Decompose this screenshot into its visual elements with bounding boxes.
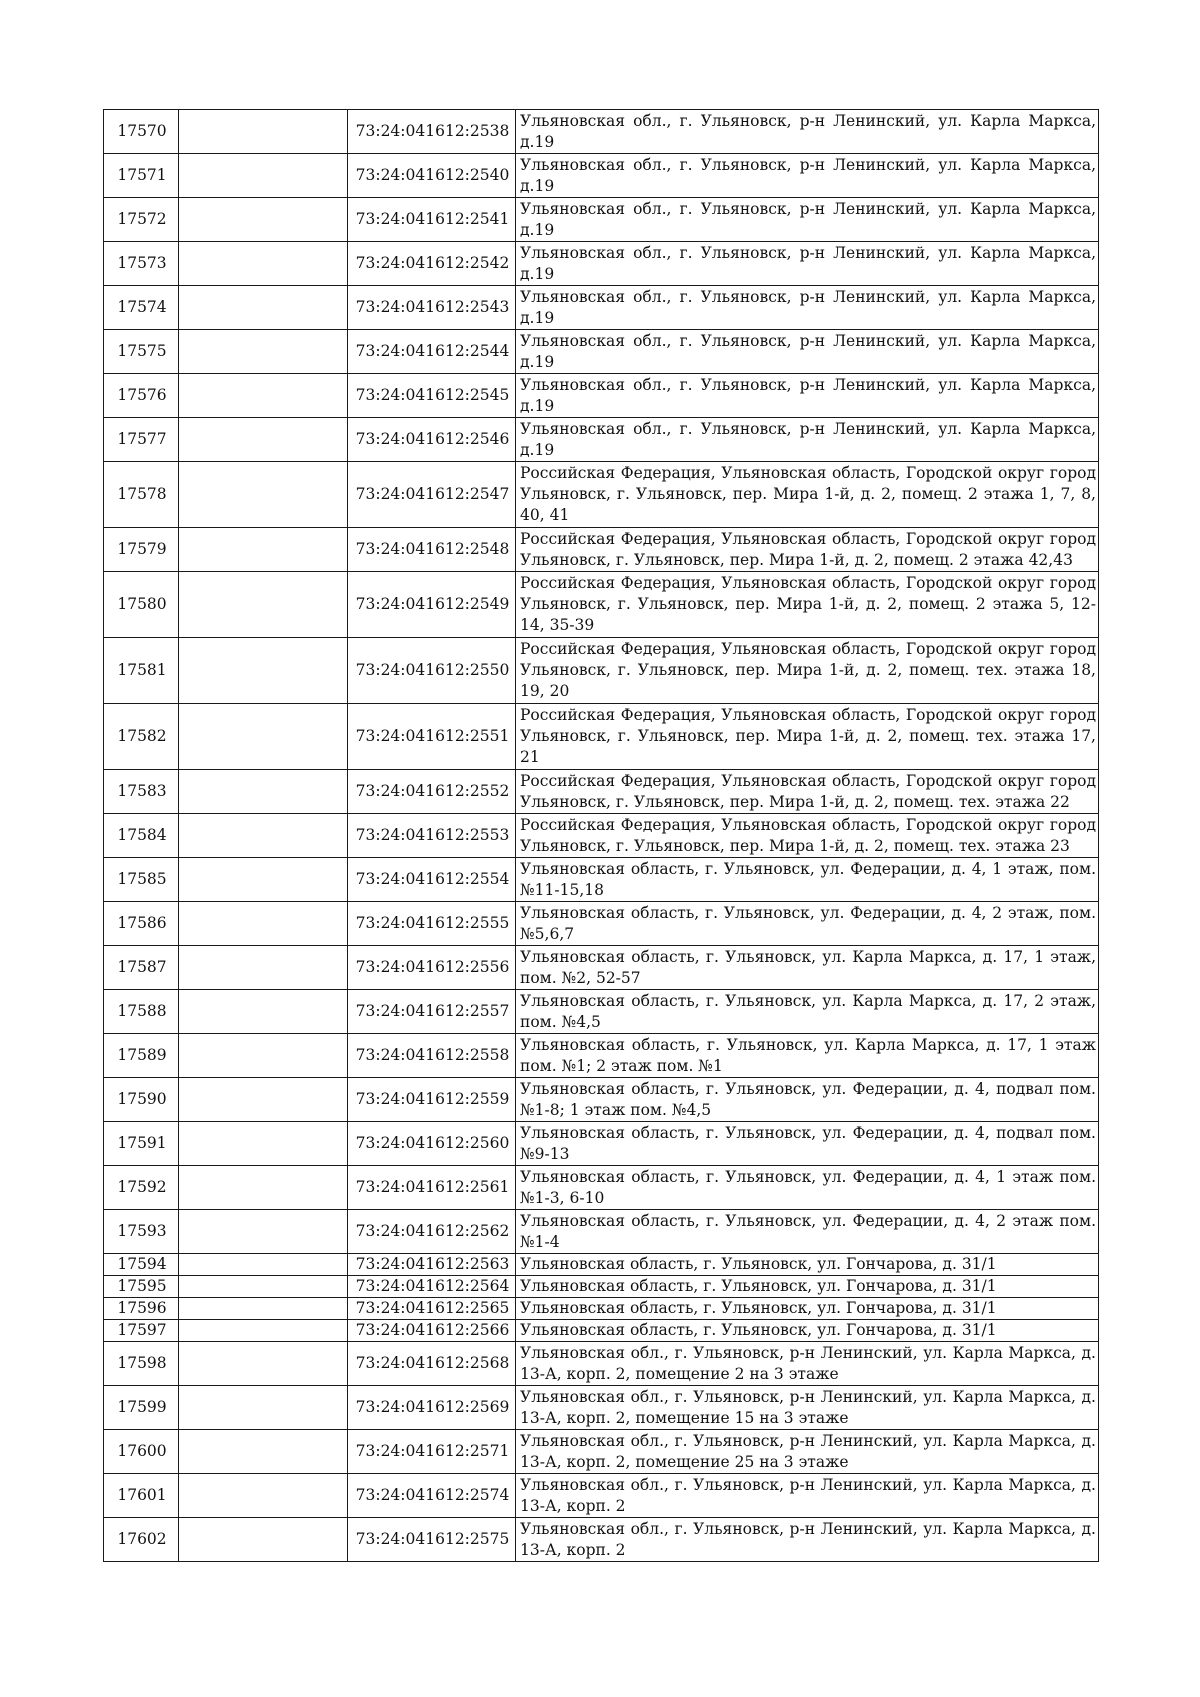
- address-cell: Ульяновская обл., г. Ульяновск, р-н Ленинский, ул. Карла Маркса, д. 13-А, корп. 2: [516, 1518, 1099, 1562]
- empty-cell: [179, 1276, 348, 1298]
- cadastral-number-cell: 73:24:041612:2557: [348, 990, 516, 1034]
- cadastral-number-cell: 73:24:041612:2564: [348, 1276, 516, 1298]
- empty-cell: [179, 528, 348, 572]
- cadastral-number-cell: 73:24:041612:2561: [348, 1166, 516, 1210]
- table-row: [104, 374, 1099, 418]
- empty-cell: [179, 1320, 348, 1342]
- cadastral-number-cell: 73:24:041612:2562: [348, 1210, 516, 1254]
- row-number-cell: 17575: [104, 330, 179, 374]
- empty-cell: [179, 374, 348, 418]
- row-number-cell: 17596: [104, 1298, 179, 1320]
- table-row: [104, 1298, 1099, 1320]
- cadastral-number-cell: 73:24:041612:2548: [348, 528, 516, 572]
- row-number-cell: 17601: [104, 1474, 179, 1518]
- table-row: [104, 242, 1099, 286]
- row-number-cell: 17588: [104, 990, 179, 1034]
- empty-cell: [179, 1474, 348, 1518]
- address-cell: Ульяновская обл., г. Ульяновск, р-н Ленинский, ул. Карла Маркса, д. 13-А, корп. 2, помещение 15 на 3 этаже: [516, 1386, 1099, 1430]
- empty-cell: [179, 704, 348, 770]
- cadastral-number-cell: 73:24:041612:2538: [348, 110, 516, 154]
- row-number-cell: 17582: [104, 704, 179, 770]
- cadastral-number-cell: 73:24:041612:2547: [348, 462, 516, 528]
- row-number-cell: 17591: [104, 1122, 179, 1166]
- cadastral-number-cell: 73:24:041612:2571: [348, 1430, 516, 1474]
- table-row: [104, 704, 1099, 770]
- address-cell: Ульяновская область, г. Ульяновск, ул. Гончарова, д. 31/1: [516, 1320, 1099, 1342]
- empty-cell: [179, 572, 348, 638]
- row-number-cell: 17600: [104, 1430, 179, 1474]
- cadastral-number-cell: 73:24:041612:2569: [348, 1386, 516, 1430]
- address-cell: Ульяновская обл., г. Ульяновск, р-н Ленинский, ул. Карла Маркса, д.19: [516, 330, 1099, 374]
- row-number-cell: 17587: [104, 946, 179, 990]
- address-cell: Ульяновская обл., г. Ульяновск, р-н Ленинский, ул. Карла Маркса, д.19: [516, 154, 1099, 198]
- cadastral-number-cell: 73:24:041612:2558: [348, 1034, 516, 1078]
- address-cell: Ульяновская область, г. Ульяновск, ул. Карла Маркса, д. 17, 1 этаж пом. №1; 2 этаж пом. №1: [516, 1034, 1099, 1078]
- row-number-cell: 17570: [104, 110, 179, 154]
- table-row: [104, 638, 1099, 704]
- empty-cell: [179, 1430, 348, 1474]
- empty-cell: [179, 330, 348, 374]
- address-cell: Ульяновская обл., г. Ульяновск, р-н Ленинский, ул. Карла Маркса, д. 13-А, корп. 2: [516, 1474, 1099, 1518]
- cadastral-number-cell: 73:24:041612:2563: [348, 1254, 516, 1276]
- address-cell: Ульяновская область, г. Ульяновск, ул. Карла Маркса, д. 17, 2 этаж, пом. №4,5: [516, 990, 1099, 1034]
- row-number-cell: 17577: [104, 418, 179, 462]
- row-number-cell: 17576: [104, 374, 179, 418]
- row-number-cell: 17589: [104, 1034, 179, 1078]
- address-cell: Российская Федерация, Ульяновская область, Городской округ город Ульяновск, г. Ульяновск, пер. Мира 1-й, д. 2, помещ. тех. этажа 23: [516, 814, 1099, 858]
- cadastral-number-cell: 73:24:041612:2552: [348, 770, 516, 814]
- table-row: [104, 946, 1099, 990]
- row-number-cell: 17598: [104, 1342, 179, 1386]
- table-row: [104, 1320, 1099, 1342]
- empty-cell: [179, 1518, 348, 1562]
- row-number-cell: 17594: [104, 1254, 179, 1276]
- address-cell: Ульяновская область, г. Ульяновск, ул. Федерации, д. 4, 2 этаж, пом. №5,6,7: [516, 902, 1099, 946]
- row-number-cell: 17593: [104, 1210, 179, 1254]
- address-cell: Ульяновская обл., г. Ульяновск, р-н Ленинский, ул. Карла Маркса, д.19: [516, 198, 1099, 242]
- cadastral-number-cell: 73:24:041612:2542: [348, 242, 516, 286]
- cadastral-number-cell: 73:24:041612:2575: [348, 1518, 516, 1562]
- empty-cell: [179, 902, 348, 946]
- row-number-cell: 17595: [104, 1276, 179, 1298]
- registry-body: [104, 110, 1099, 1562]
- registry-table: [103, 109, 1099, 1562]
- empty-cell: [179, 990, 348, 1034]
- table-row: [104, 286, 1099, 330]
- table-row: [104, 528, 1099, 572]
- table-row: [104, 858, 1099, 902]
- table-row: [104, 902, 1099, 946]
- cadastral-number-cell: 73:24:041612:2574: [348, 1474, 516, 1518]
- address-cell: Ульяновская обл., г. Ульяновск, р-н Ленинский, ул. Карла Маркса, д.19: [516, 242, 1099, 286]
- address-cell: Российская Федерация, Ульяновская область, Городской округ город Ульяновск, г. Ульяновск, пер. Мира 1-й, д. 2, помещ. 2 этажа 42,43: [516, 528, 1099, 572]
- cadastral-number-cell: 73:24:041612:2545: [348, 374, 516, 418]
- cadastral-number-cell: 73:24:041612:2553: [348, 814, 516, 858]
- row-number-cell: 17573: [104, 242, 179, 286]
- empty-cell: [179, 198, 348, 242]
- table-row: [104, 1342, 1099, 1386]
- empty-cell: [179, 1210, 348, 1254]
- row-number-cell: 17590: [104, 1078, 179, 1122]
- row-number-cell: 17585: [104, 858, 179, 902]
- empty-cell: [179, 242, 348, 286]
- address-cell: Ульяновская область, г. Ульяновск, ул. Гончарова, д. 31/1: [516, 1298, 1099, 1320]
- empty-cell: [179, 1166, 348, 1210]
- row-number-cell: 17574: [104, 286, 179, 330]
- empty-cell: [179, 1298, 348, 1320]
- row-number-cell: 17584: [104, 814, 179, 858]
- empty-cell: [179, 858, 348, 902]
- table-row: [104, 1254, 1099, 1276]
- table-row: [104, 1386, 1099, 1430]
- table-row: [104, 154, 1099, 198]
- address-cell: Ульяновская область, г. Ульяновск, ул. Федерации, д. 4, 2 этаж пом. №1-4: [516, 1210, 1099, 1254]
- empty-cell: [179, 1122, 348, 1166]
- cadastral-number-cell: 73:24:041612:2566: [348, 1320, 516, 1342]
- table-row: [104, 1034, 1099, 1078]
- row-number-cell: 17579: [104, 528, 179, 572]
- table-row: [104, 418, 1099, 462]
- table-row: [104, 462, 1099, 528]
- table-row: [104, 110, 1099, 154]
- address-cell: Ульяновская область, г. Ульяновск, ул. Федерации, д. 4, 1 этаж, пом. №11-15,18: [516, 858, 1099, 902]
- row-number-cell: 17586: [104, 902, 179, 946]
- table-row: [104, 1474, 1099, 1518]
- address-cell: Ульяновская область, г. Ульяновск, ул. Федерации, д. 4, подвал пом. №9-13: [516, 1122, 1099, 1166]
- address-cell: Российская Федерация, Ульяновская область, Городской округ город Ульяновск, г. Ульяновск, пер. Мира 1-й, д. 2, помещ. 2 этажа 1, 7, 8, 40, 41: [516, 462, 1099, 528]
- table-row: [104, 1122, 1099, 1166]
- empty-cell: [179, 1254, 348, 1276]
- address-cell: Ульяновская область, г. Ульяновск, ул. Гончарова, д. 31/1: [516, 1276, 1099, 1298]
- row-number-cell: 17592: [104, 1166, 179, 1210]
- table-row: [104, 1210, 1099, 1254]
- row-number-cell: 17580: [104, 572, 179, 638]
- row-number-cell: 17572: [104, 198, 179, 242]
- row-number-cell: 17597: [104, 1320, 179, 1342]
- table-row: [104, 572, 1099, 638]
- cadastral-number-cell: 73:24:041612:2559: [348, 1078, 516, 1122]
- empty-cell: [179, 418, 348, 462]
- table-row: [104, 1430, 1099, 1474]
- address-cell: Ульяновская обл., г. Ульяновск, р-н Ленинский, ул. Карла Маркса, д.19: [516, 374, 1099, 418]
- empty-cell: [179, 814, 348, 858]
- address-cell: Ульяновская обл., г. Ульяновск, р-н Ленинский, ул. Карла Маркса, д.19: [516, 418, 1099, 462]
- cadastral-number-cell: 73:24:041612:2541: [348, 198, 516, 242]
- address-cell: Ульяновская область, г. Ульяновск, ул. Федерации, д. 4, 1 этаж пом. №1-3, 6-10: [516, 1166, 1099, 1210]
- address-cell: Российская Федерация, Ульяновская область, Городской округ город Ульяновск, г. Ульяновск, пер. Мира 1-й, д. 2, помещ. тех. этажа 18, 19, 20: [516, 638, 1099, 704]
- cadastral-number-cell: 73:24:041612:2540: [348, 154, 516, 198]
- empty-cell: [179, 638, 348, 704]
- table-row: [104, 1276, 1099, 1298]
- address-cell: Российская Федерация, Ульяновская область, Городской округ город Ульяновск, г. Ульяновск, пер. Мира 1-й, д. 2, помещ. 2 этажа 5, 12-14, 35-39: [516, 572, 1099, 638]
- table-row: [104, 814, 1099, 858]
- table-row: [104, 1166, 1099, 1210]
- address-cell: Ульяновская обл., г. Ульяновск, р-н Ленинский, ул. Карла Маркса, д.19: [516, 286, 1099, 330]
- address-cell: Российская Федерация, Ульяновская область, Городской округ город Ульяновск, г. Ульяновск, пер. Мира 1-й, д. 2, помещ. тех. этажа 22: [516, 770, 1099, 814]
- cadastral-number-cell: 73:24:041612:2554: [348, 858, 516, 902]
- empty-cell: [179, 462, 348, 528]
- cadastral-number-cell: 73:24:041612:2555: [348, 902, 516, 946]
- empty-cell: [179, 770, 348, 814]
- table-row: [104, 770, 1099, 814]
- address-cell: Ульяновская область, г. Ульяновск, ул. Гончарова, д. 31/1: [516, 1254, 1099, 1276]
- empty-cell: [179, 1342, 348, 1386]
- cadastral-number-cell: 73:24:041612:2565: [348, 1298, 516, 1320]
- cadastral-number-cell: 73:24:041612:2544: [348, 330, 516, 374]
- table-row: [104, 1078, 1099, 1122]
- row-number-cell: 17571: [104, 154, 179, 198]
- table-row: [104, 1518, 1099, 1562]
- row-number-cell: 17599: [104, 1386, 179, 1430]
- table-row: [104, 330, 1099, 374]
- cadastral-number-cell: 73:24:041612:2551: [348, 704, 516, 770]
- address-cell: Ульяновская область, г. Ульяновск, ул. Федерации, д. 4, подвал пом. №1-8; 1 этаж пом. №4,5: [516, 1078, 1099, 1122]
- cadastral-number-cell: 73:24:041612:2568: [348, 1342, 516, 1386]
- address-cell: Ульяновская обл., г. Ульяновск, р-н Ленинский, ул. Карла Маркса, д. 13-А, корп. 2, помещение 2 на 3 этаже: [516, 1342, 1099, 1386]
- address-cell: Ульяновская обл., г. Ульяновск, р-н Ленинский, ул. Карла Маркса, д.19: [516, 110, 1099, 154]
- table-row: [104, 198, 1099, 242]
- empty-cell: [179, 1034, 348, 1078]
- cadastral-number-cell: 73:24:041612:2546: [348, 418, 516, 462]
- row-number-cell: 17583: [104, 770, 179, 814]
- cadastral-number-cell: 73:24:041612:2556: [348, 946, 516, 990]
- row-number-cell: 17581: [104, 638, 179, 704]
- table-row: [104, 990, 1099, 1034]
- address-cell: Российская Федерация, Ульяновская область, Городской округ город Ульяновск, г. Ульяновск, пер. Мира 1-й, д. 2, помещ. тех. этажа 17, 21: [516, 704, 1099, 770]
- cadastral-number-cell: 73:24:041612:2543: [348, 286, 516, 330]
- cadastral-number-cell: 73:24:041612:2550: [348, 638, 516, 704]
- empty-cell: [179, 286, 348, 330]
- address-cell: Ульяновская обл., г. Ульяновск, р-н Ленинский, ул. Карла Маркса, д. 13-А, корп. 2, помещение 25 на 3 этаже: [516, 1430, 1099, 1474]
- cadastral-number-cell: 73:24:041612:2549: [348, 572, 516, 638]
- row-number-cell: 17578: [104, 462, 179, 528]
- cadastral-number-cell: 73:24:041612:2560: [348, 1122, 516, 1166]
- row-number-cell: 17602: [104, 1518, 179, 1562]
- empty-cell: [179, 1078, 348, 1122]
- empty-cell: [179, 1386, 348, 1430]
- address-cell: Ульяновская область, г. Ульяновск, ул. Карла Маркса, д. 17, 1 этаж, пом. №2, 52-57: [516, 946, 1099, 990]
- empty-cell: [179, 946, 348, 990]
- empty-cell: [179, 110, 348, 154]
- empty-cell: [179, 154, 348, 198]
